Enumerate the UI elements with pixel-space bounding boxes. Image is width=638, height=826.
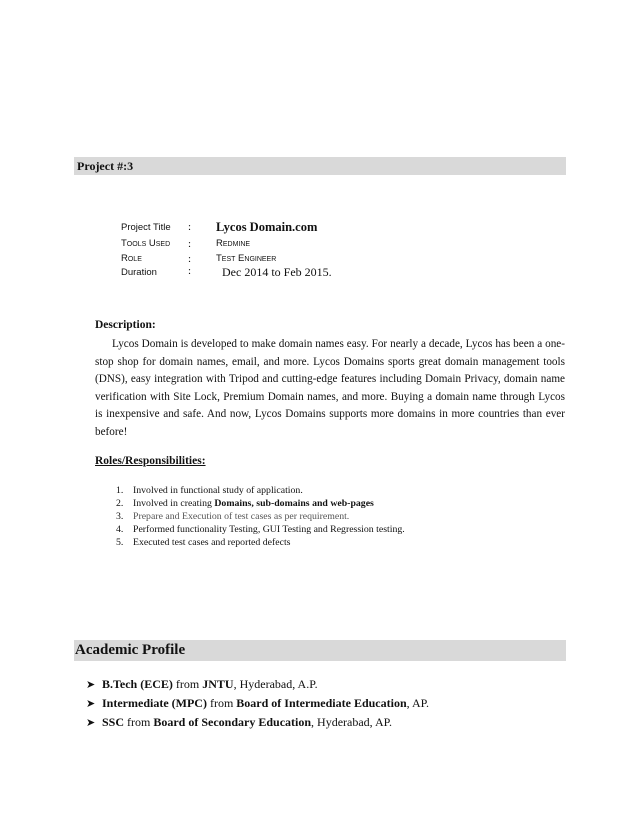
role-item: [116, 497, 405, 510]
role-item: [116, 523, 405, 536]
colon: :: [188, 253, 192, 265]
role-text: Performed functionality Testing, GUI Testing and Regression testing.: [133, 524, 405, 535]
role-item: [116, 536, 405, 549]
role-text: Involved in creating: [133, 498, 215, 509]
colon: :: [188, 265, 192, 277]
colon: :: [188, 238, 192, 250]
role-item: [116, 510, 405, 523]
duration-label: Duration: [121, 267, 157, 278]
duration-value: Dec 2014 to Feb 2015.: [222, 265, 332, 279]
role-value: Test Engineer: [216, 253, 277, 264]
role-text: Prepare and Execution of test cases as per requirement.: [133, 511, 350, 522]
role-number: 4.: [116, 524, 124, 535]
project-header-text: Project #:3: [77, 159, 134, 173]
academic-section-header: [74, 640, 566, 661]
colon: :: [188, 221, 192, 233]
arrow-bullet-icon: ➤: [86, 697, 96, 710]
from-text: from: [172, 677, 203, 691]
institution: JNTU: [202, 677, 234, 691]
location: , Hyderabad, A.P.: [233, 677, 318, 691]
from-text: from: [206, 696, 237, 710]
role-text: Executed test cases and reported defects: [133, 537, 291, 548]
location: , Hyderabad, AP.: [311, 715, 393, 729]
project-title-label: Project Title: [121, 222, 171, 233]
role-number: 3.: [116, 511, 124, 522]
education-item: [86, 713, 429, 732]
tools-used-label: Tools Used: [121, 238, 171, 249]
arrow-bullet-icon: ➤: [86, 716, 96, 729]
tools-used-value: Redmine: [216, 238, 251, 249]
degree: Intermediate (MPC): [102, 696, 207, 710]
institution: Board of Secondary Education: [153, 715, 312, 729]
description-heading: Description:: [95, 319, 156, 331]
education-item: [86, 694, 429, 713]
location: , AP.: [406, 696, 429, 710]
arrow-bullet-icon: ➤: [86, 678, 96, 691]
role-number: 2.: [116, 498, 124, 509]
role-number: 5.: [116, 537, 124, 548]
roles-heading: Roles/Responsibilities:: [95, 455, 206, 467]
from-text: from: [124, 715, 154, 729]
role-text-bold: Domains, sub-domains and web-pages: [214, 498, 374, 509]
degree: B.Tech (ECE): [102, 677, 173, 691]
project-section-header: [74, 157, 566, 175]
academic-header-text: Academic Profile: [75, 642, 186, 658]
role-item: [116, 484, 405, 497]
description-text: Lycos Domain is developed to make domain names easy. For nearly a decade, Lycos has been a one-stop shop for domain names, email, and more. Lycos Domains sports great domain management tools (DNS), easy integration with Tripod and cutting-edge features including Domain Privacy, domain name verification with Site Lock, Premium Domain names, and more. Buying a domain name through Lycos is inexpensive and safe. And now, Lycos Domains supports more domains in more countries than ever before!: [95, 338, 565, 438]
degree: SSC: [102, 715, 125, 729]
roles-list: [116, 484, 405, 549]
education-list: [86, 675, 429, 732]
role-text: Involved in functional study of application.: [133, 485, 303, 496]
project-title-value: Lycos Domain.com: [216, 220, 318, 234]
role-label: Role: [121, 253, 142, 264]
institution: Board of Intermediate Education: [236, 696, 407, 710]
role-number: 1.: [116, 485, 124, 496]
education-item: [86, 675, 429, 694]
